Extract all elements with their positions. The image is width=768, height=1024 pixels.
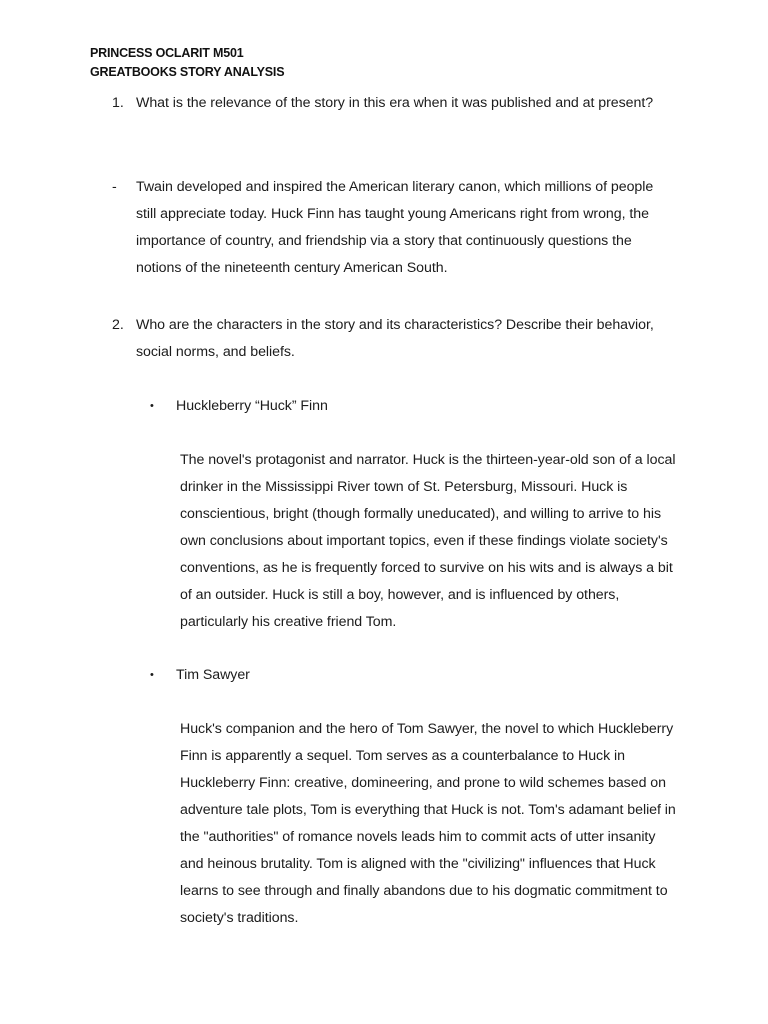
character-name-huck: Huckleberry “Huck” Finn	[176, 398, 328, 414]
answer-1-text: Twain developed and inspired the American literary canon, which millions of people still appreciate today. Huck Finn has taught young Americans right from wrong, the importance of country, and friendship via a story that continuously questions the notions of the nineteenth century American South.	[136, 179, 654, 276]
answer-1	[112, 174, 672, 282]
document-title: GREATBOOKS STORY ANALYSIS	[90, 65, 285, 79]
bullet-icon: •	[150, 400, 154, 412]
question-1	[112, 90, 672, 117]
question-2-number: 2.	[112, 317, 124, 333]
character-item-tim	[150, 662, 670, 689]
question-1-text: What is the relevance of the story in this era when it was published and at present?	[136, 95, 654, 111]
character-item-huck	[150, 393, 670, 420]
character-description-tim: Huck's companion and the hero of Tom Sawyer, the novel to which Huckleberry Finn is apparently a sequel. Tom serves as a counterbalance to Huck in Huckleberry Finn: creative, domineering, and prone to wild schemes based on adventure tale plots, Tom is everything that Huck is not. Tom's adamant belief in the "authorities" of romance novels leads him to commit acts of utter insanity and heinous brutality. Tom is aligned with the "civilizing" influences that Huck learns to see through and finally abandons due to his dogmatic commitment to society's traditions.	[180, 721, 676, 926]
question-1-number: 1.	[112, 95, 124, 111]
answer-1-dash: -	[112, 179, 117, 195]
document-header	[90, 44, 284, 82]
bullet-icon: •	[150, 669, 154, 681]
character-description-huck: The novel's protagonist and narrator. Huck is the thirteen-year-old son of a local drinker in the Mississippi River town of St. Petersburg, Missouri. Huck is conscientious, bright (though formally uneducated), and willing to arrive to his own conclusions about important topics, even if these findings violate society's conventions, as he is frequently forced to survive on his wits and is always a bit of an outsider. Huck is still a boy, however, and is influenced by others, particularly his creative friend Tom.	[180, 452, 676, 630]
character-name-tim: Tim Sawyer	[176, 667, 250, 683]
question-2	[112, 312, 672, 366]
question-2-text: Who are the characters in the story and its characteristics? Describe their behavior, social norms, and beliefs.	[136, 317, 654, 360]
author-line: PRINCESS OCLARIT M501	[90, 46, 244, 60]
